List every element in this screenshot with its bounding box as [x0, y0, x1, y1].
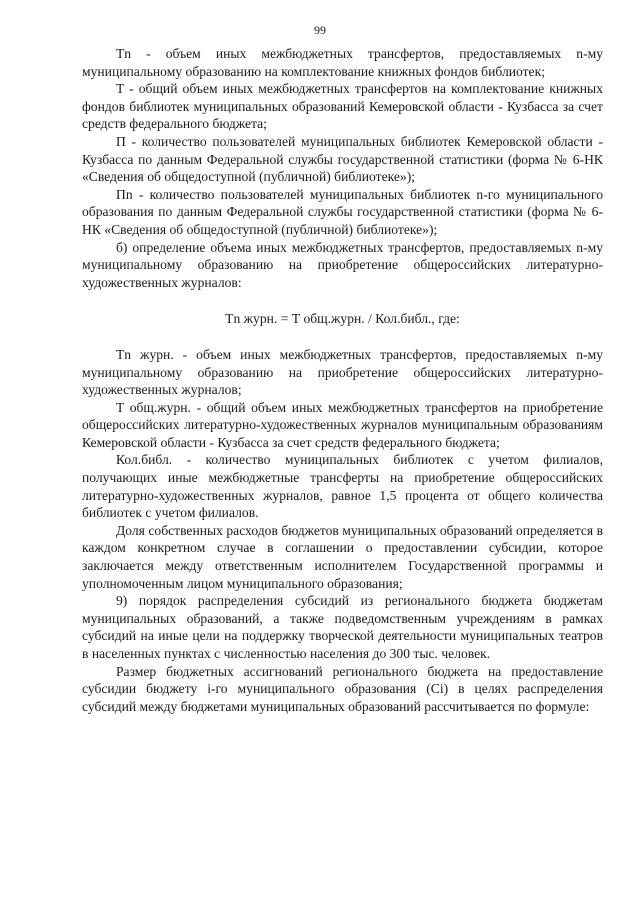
paragraph-t-journals-definition: T общ.журн. - общий объем иных межбюджетных трансфертов на приобретение общероссийских литературно-художественных журналов муниципальным образованиям Кемеровской области - Кузбасса за счет средств федерального бюджета; — [82, 399, 603, 450]
paragraph-t-definition: T - общий объем иных межбюджетных трансфертов на комплектование книжных фондов библиотек муниципальных образований Кемеровской области - Кузбасса за счет средств федерального бюджета; — [82, 81, 603, 132]
paragraph-subsidy-size: Размер бюджетных ассигнований регионального бюджета на предоставление субсидии бюджету i-го муниципального образования (Ci) в целях распределения субсидий между бюджетами муниципальных образований рассчитывается по формуле: — [82, 663, 603, 714]
formula-journals: Tn журн. = Т общ.журн. / Кол.библ., где: — [225, 311, 460, 327]
paragraph-item-b: б) определение объема иных межбюджетных трансфертов, предоставляемых n-му муниципальному образованию на приобретение общероссийских литературно-художественных журналов: — [82, 239, 603, 290]
paragraph-item-9: 9) порядок распределения субсидий из регионального бюджета бюджетам муниципальных образований, а также подведомственным учреждениям в рамках субсидий на иные цели на поддержку творческой деятельности муниципальных театров в населенных пунктах с численностью населения до 300 тыс. человек. — [82, 593, 603, 661]
paragraph-own-expenses-share: Доля собственных расходов бюджетов муниципальных образований определяется в каждом конкретном случае в соглашении о предоставлении субсидии, которое заключается между ответственным исполнителем Государственной программы и уполномоченным лицом муниципального образования; — [82, 522, 603, 591]
paragraph-tn-definition: Tn - объем иных межбюджетных трансфертов, предоставляемых n-му муниципальному образованию на комплектование книжных фондов библиотек; — [82, 46, 603, 79]
document-body — [82, 45, 603, 715]
paragraph-pn-definition: Пn - количество пользователей муниципальных библиотек n-го муниципального образования по данным Федеральной службы государственной статистики (форма № 6-НК «Сведения об общедоступной (публичной) библиотеке»); — [82, 186, 603, 237]
paragraph-p-definition: П - количество пользователей муниципальных библиотек Кемеровской области - Кузбасса по данным Федеральной службы государственной статистики (форма № 6-НК «Сведения об общедоступной (публичной) библиотеке»); — [82, 133, 603, 185]
paragraph-tn-journals-definition: Tn журн. - объем иных межбюджетных трансфертов, предоставляемых n-му муниципальному образованию на приобретение общероссийских литературно-художественных журналов; — [82, 346, 603, 398]
paragraph-libraries-count-definition: Кол.библ. - количество муниципальных библиотек с учетом филиалов, получающих иные межбюджетные трансферты на приобретение общероссийских литературно-художественных журналов, равное 1,5 процента от общего количества библиотек с учетом филиалов. — [82, 452, 603, 521]
page-number: 99 — [314, 23, 326, 37]
